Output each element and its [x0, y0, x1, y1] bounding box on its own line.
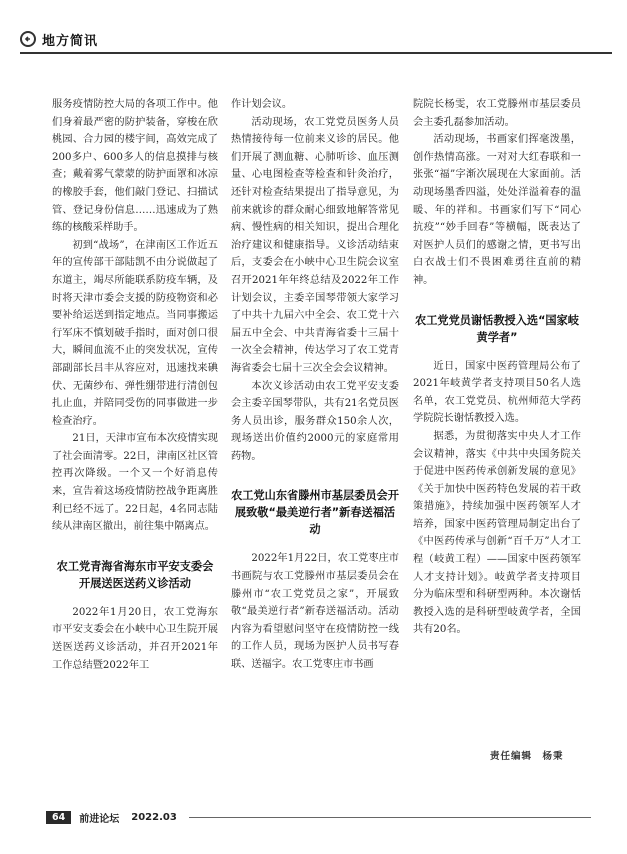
article-heading: 农工党山东省滕州市基层委员会开展致敬“最美逆行者”新春送福活动: [231, 489, 399, 537]
paragraph: 2022年1月22日，农工党枣庄市书画院与农工党滕州市基层委员会在滕州市“农工党党员之家”，开展致敬“最美逆行者”新春送福活动。活动内容为看望慰问坚守在疫情防控一线的工作人员，现场为医护人员书写春联、送福字。农工党枣庄市书画: [231, 553, 399, 671]
page-footer: [46, 808, 591, 826]
paragraph: 活动现场，书画家们挥毫泼墨，创作热情高涨。一对对大红春联和一张张“福”字渐次展现在大家面前。活动现场墨香四溢，处处洋溢着春的温暖、年的祥和。书画家们写下“同心抗疫”“妙手回春”等横幅，既表达了对医护人员们的感谢之情，更书写出白衣战士们不畏困难勇往直前的精神。: [413, 134, 581, 286]
column-3: [413, 96, 581, 639]
header-rule: [20, 52, 612, 54]
article-heading: 农工党党员谢恬教授入选“国家岐黄学者”: [415, 313, 579, 344]
paragraph: 据悉，为贯彻落实中央人才工作会议精神，落实《中共中央国务院关于促进中医药传承创新发展的意见》《关于加快中医药特色发展的若干政策措施》，持续加强中医药领军人才培养，国家中医药管理局制定出台了《中医药传承与创新“百千万”人才工程（岐黄工程）——国家中医药领军人才支持计划》。岐黄学者支持项目分为临床型和科研型两种。本次谢恬教授入选的是科研型岐黄学者，全国共有20名。: [413, 430, 581, 636]
magazine-name: 前进论坛: [79, 813, 120, 825]
editor-signature: 责任编辑 杨秉: [490, 751, 564, 762]
paragraph: 服务疫情防控大局的各项工作中。他们身着最严密的防护装备，穿梭在欣桃园、合力园的楼宇间，高效完成了200多户、600多人的信息摸排与核查；戴着雾气蒙蒙的防护面罩和冰凉的橡胶手套，他们敲门登记、扫描试管、登记身份信息……迅速成为了熟练的核酸采样助手。: [52, 99, 218, 234]
column-2: [231, 96, 399, 674]
paragraph: 初到“战场”，在津南区工作近五年的宣传部干部陆凯不由分说做起了东道主，竭尽所能联系防疫车辆，及时将天津市委会支援的防疫物资和必要补给运送到指定地点。当同事搬运行军床不慎划破手指时，面对创口很大，瞬间血流不止的突发状况，宣传部副部长吕丰从容应对，迅速找来碘伏、无菌纱布、弹性绷带进行清创包扎止血，并陪同受伤的同事做进一步检查治疗。: [52, 239, 218, 427]
paragraph: 本次义诊活动由农工党平安支委会主委辛国琴带队，共有21名党员医务人员出诊，服务群众150余人次，现场送出价值约2000元的家庭常用药物。: [231, 380, 399, 462]
arrow-circle-icon: [20, 31, 36, 47]
column-1: [52, 96, 218, 674]
paragraph: 活动现场，农工党党员医务人员热情接待每一位前来义诊的居民。他们开展了测血糖、心肺听诊、血压测量、心电图检查等检查和针灸治疗，还针对检查结果提出了指导意见，为前来就诊的群众耐心细致地解答常见病、慢性病的相关知识，提出合理化治疗建议和健康指导。义诊活动结束后，支委会在小峡中心卫生院会议室召开2021年年终总结及2022年工作计划会议，主委辛国琴带领大家学习了中共十九届六中全会、农工党十六届五中全会、中共青海省委十三届十一次全会精神，传达学习了农工党青海省委会七届十三次全会会议精神。: [231, 116, 399, 374]
paragraph: 作计划会议。: [231, 99, 293, 110]
paragraph: 2022年1月20日，农工党海东市平安支委会在小峡中心卫生院开展送医送药义诊活动，并召开2021年工作总结暨2022年工: [52, 606, 218, 671]
article-heading: 农工党青海省海东市平安支委会开展送医送药义诊活动: [56, 559, 214, 590]
paragraph: 院院长杨雯，农工党滕州市基层委员会主委孔磊参加活动。: [413, 99, 581, 128]
section-header: [20, 28, 612, 50]
paragraph: 近日，国家中医药管理局公布了2021年岐黄学者支持项目50名人选名单，农工党党员、杭州师范大学药学院院长谢恬教授入选。: [413, 360, 581, 425]
section-title: 地方简讯: [42, 33, 99, 49]
issue-number: 2022.03: [131, 811, 177, 823]
paragraph: 21日，天津市宣布本次疫情实现了社会面清零。22日，津南区社区管控再次降级。一个又一个好消息传来，宣告着这场疫情防控战争距离胜利已经不远了。22日起，4名同志陆续从津南区撤出，前往集中隔离点。: [52, 433, 218, 533]
page-number: 64: [46, 811, 71, 824]
footer-rule: [189, 817, 591, 818]
